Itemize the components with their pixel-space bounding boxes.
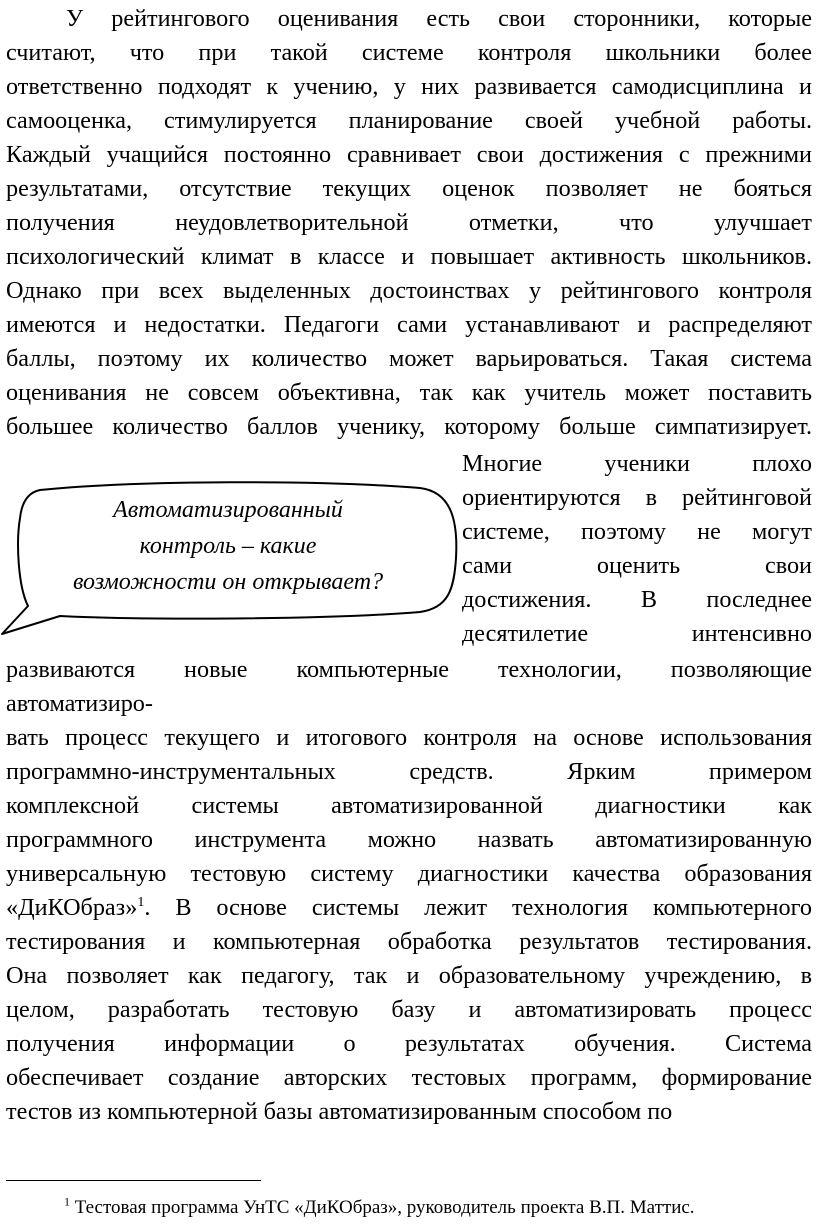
footnote-separator [6,1180,261,1181]
paragraph-line: оценивания не совсем объективна, так как учитель может поставить [6,379,812,406]
side-text-line: системе, поэтому не могут [462,518,812,545]
paragraph-line: целом, разработать тестовую базу и автоматизировать процесс [6,996,812,1023]
callout-line: возможности он открывает? [72,569,384,595]
paragraph-line: вать процесс текущего и итогового контроля на основе использования [6,724,812,751]
footnote-marker: 1 [64,1194,70,1209]
paragraph-line: Она позволяет как педагогу, так и образовательному учреждению, в [6,962,812,989]
side-text-line: сами оценить свои [462,552,812,579]
footnote [64,1196,804,1220]
footnote-reference[interactable]: 1 [137,894,145,910]
paragraph-line: универсальную тестовую систему диагностики качества образования [6,860,812,887]
paragraph-line: большее количество баллов ученику, которому больше симпатизирует. [6,413,812,440]
footnote-text: Тестовая программа УнТС «ДиКОбраз», руководитель проекта В.П. Маттис. [74,1197,695,1218]
paragraph-line: считают, что при такой системе контроля школьники более [6,39,812,66]
paragraph-line: тестов из компьютерной базы автоматизированным способом по [6,1098,673,1125]
paragraph-line: развиваются новые компьютерные технологии, позволяющие [6,656,812,683]
paragraph-line: программно-инструментальных средств. Ярким примером [6,758,812,785]
paragraph-line: комплексной системы автоматизированной диагностики как [6,792,812,819]
paragraph-line: Однако при всех выделенных достоинствах у рейтингового контроля [6,277,812,304]
paragraph-line: Каждый учащийся постоянно сравнивает свои достижения с прежними [6,141,812,168]
side-text-line: Многие ученики плохо [462,450,812,477]
callout-question [40,492,416,600]
paragraph-line: ответственно подходят к учению, у них развивается самодисциплина и [6,73,812,100]
paragraph-line: результатами, отсутствие текущих оценок позволяет не бояться [6,175,812,202]
side-text-line: ориентируются в рейтинговой [462,484,812,511]
callout-line: контроль – какие [139,533,317,559]
paragraph-line-with-footnote [6,891,812,925]
paragraph-line: баллы, поэтому их количество может варьироваться. Такая система [6,345,812,372]
paragraph-line: психологический климат в классе и повышает активность школьников. [6,243,812,270]
paragraph-line: обеспечивает создание авторских тестовых программ, формирование [6,1064,812,1091]
paragraph-line: программного инструмента можно назвать автоматизированную [6,826,812,853]
paragraph-line: самооценка, стимулируется планирование своей учебной работы. [6,107,812,134]
paragraph-line: автоматизиро- [6,690,153,717]
paragraph-line: получения неудовлетворительной отметки, что улучшает [6,209,812,236]
paragraph-line: получения информации о результатах обучения. Система [6,1030,812,1057]
side-text-line: достижения. В последнее [462,586,812,613]
product-name: «ДиКОбраз» [6,894,138,921]
paragraph-line: имеются и недостатки. Педагоги сами устанавливают и распределяют [6,311,812,338]
side-text-line: десятилетие интенсивно [462,620,812,647]
line-remainder: . В основе системы лежит технология компьютерного [144,894,812,921]
paragraph-line: У рейтингового оценивания есть свои сторонники, которые [66,5,812,32]
callout-line: Автоматизированный [113,497,343,523]
paragraph-line: тестирования и компьютерная обработка результатов тестирования. [6,928,812,955]
